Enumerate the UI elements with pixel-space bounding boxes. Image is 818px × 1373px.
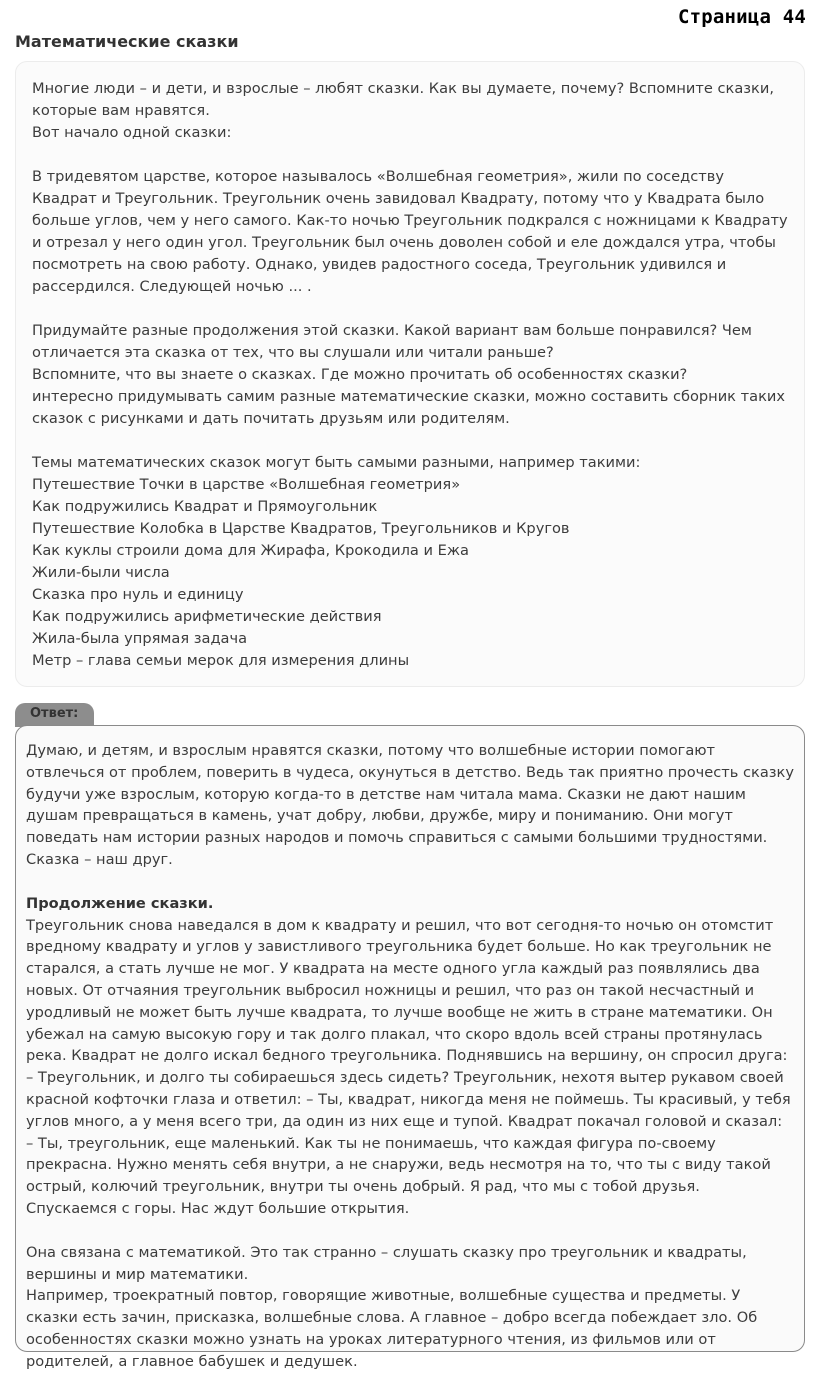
topic-item: Жила-была упрямая задача [32, 630, 248, 647]
story-continuation: Треугольник снова наведался в дом к квадрату и решил, что вот сегодня-то ночью он отомстит вредному квадрату и углов у завистливого треугольника будет больше. Но как треугольник не старался, а стать лучше не мог. У квадрата на месте одного угла каждый раз появлялись два новых. От отчаяния треугольник выбросил ножницы и решил, что раз он такой несчастный и уродливый не может быть лучше квадрата, то лучше вообще не жить в стране математики. Он убежал на самую высокую гору и так долго плакал, что скоро вдоль всей страны протянулась река. Квадрат не долго искал бедного треугольника. Поднявшись на вершину, он спросил друга: – Треугольник, и долго ты собираешься здесь сидеть? Треугольник, нехотя вытер рукавом своей красной кофточки глаза и ответил: – Ты, квадрат, никогда меня не поймешь. Ты красивый, у тебя углов много, а у меня всего три, да один из них еще и тупой. Квадрат покачал головой и сказал: – Ты, треугольник, еще маленький. Как ты не понимаешь, что каждая фигура по-своему прекрасна. Нужно менять себя внутри, а не снаружи, ведь несмотря на то, что ты с виду такой острый, колючий треугольник, внутри ты очень добрый. Я рад, что мы с тобой друзья. Спускаемся с горы. Нас ждут большие открытия. [26, 916, 791, 1217]
answer-paragraph: Она связана с математикой. Это так странно – слушать сказку про треугольник и квадраты, вершины и мир математики. [26, 1243, 747, 1283]
answer-paragraph: Думаю, и детям, и взрослым нравятся сказки, потому что волшебные истории помогают отвлечься от проблем, поверить в чудеса, окунуться в детство. Ведь так приятно прочесть сказку будучи уже взрослым, которую когда-то в детстве нам читала мама. Сказки не дают нашим душам превращаться в камень, учат добру, любви, дружбе, миру и пониманию. Они могут поведать нам истории разных народов и помочь справиться с самыми большими трудностями. Сказка – наш друг. [26, 742, 794, 868]
task-intro-line: Вот начало одной сказки: [32, 124, 232, 141]
topic-item: Жили-были числа [32, 564, 170, 581]
answer-paragraph: Например, троекратный повтор, говорящие животные, волшебные существа и предметы. У сказки есть зачин, присказка, волшебные слова. А главное – добро всегда побеждает зло. Об особенностях сказки можно узнать на уроках литературного чтения, из фильмов или от родителей, а главное бабушек и дедушек. [26, 1287, 758, 1370]
topic-item: Сказка про нуль и единицу [32, 586, 244, 603]
answer-card [15, 725, 805, 1370]
task-question: Вспомните, что вы знаете о сказках. Где можно прочитать об особенностях сказки? [32, 366, 688, 383]
page-title: Математические сказки [15, 32, 239, 51]
page-number: Страница 44 [677, 6, 806, 28]
topic-item: Как подружились арифметические действия [32, 608, 382, 625]
answer-text [26, 740, 794, 1373]
task-intro-line: Многие люди – и дети, и взрослые – любят сказки. Как вы думаете, почему? Вспомните сказки, которые вам нравятся. [32, 80, 774, 119]
topic-item: Как подружились Квадрат и Прямоугольник [32, 498, 378, 515]
continuation-heading: Продолжение сказки. [26, 894, 214, 912]
task-card [15, 61, 805, 687]
task-question: Придумайте разные продолжения этой сказки. Какой вариант вам больше понравился? Чем отличается эта сказка от тех, что вы слушали или читали раньше? [32, 322, 752, 361]
topic-item: Путешествие Колобка в Царстве Квадратов, Треугольников и Кругов [32, 520, 570, 537]
answer-tab: Ответ: [15, 703, 94, 727]
topic-item: Метр – глава семьи мерок для измерения длины [32, 652, 410, 669]
topics-intro: Темы математических сказок могут быть самыми разными, например такими: [32, 454, 641, 471]
topic-item: Путешествие Точки в царстве «Волшебная геометрия» [32, 476, 461, 493]
topic-item: Как куклы строили дома для Жирафа, Крокодила и Ежа [32, 542, 469, 559]
story-beginning: В тридевятом царстве, которое называлось «Волшебная геометрия», жили по соседству Квадрат и Треугольник. Треугольник очень завидовал Квадрату, потому что у Квадрата было больше углов, чем у него самого. Как-то ночью Треугольник подкрался с ножницами к Квадрату и отрезал у него один угол. Треугольник был очень доволен собой и еле дождался утра, чтобы посмотреть на свою работу. Однако, увидев радостного соседа, Треугольник удивился и рассердился. Следующей ночью ... . [32, 168, 788, 295]
task-question: интересно придумывать самим разные математические сказки, можно составить сборник таких сказок с рисунками и дать почитать друзьям или родителям. [32, 388, 786, 427]
task-text [32, 78, 788, 672]
